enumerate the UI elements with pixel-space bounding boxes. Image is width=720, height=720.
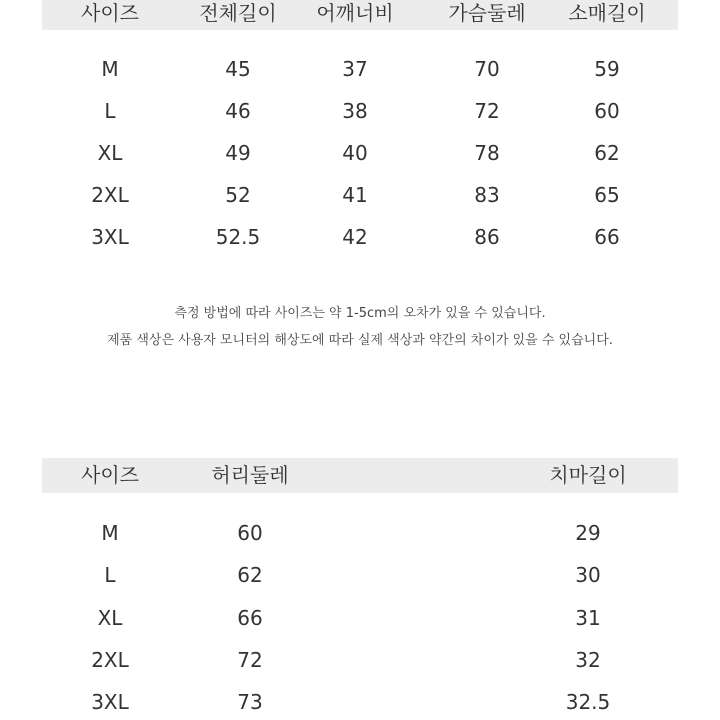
table-cell: 45 xyxy=(225,57,251,81)
top-size-table xyxy=(42,0,678,260)
table-cell: 62 xyxy=(237,563,263,587)
table-cell: 59 xyxy=(594,57,620,81)
top-table-header xyxy=(42,0,678,30)
table-cell: 37 xyxy=(342,57,368,81)
table-cell: 83 xyxy=(474,183,500,207)
table-cell: XL xyxy=(97,141,123,165)
table-cell: 66 xyxy=(594,225,620,249)
bottom-size-table xyxy=(42,458,678,720)
table-cell: XL xyxy=(97,606,123,630)
table-cell: 52 xyxy=(225,183,251,207)
header-waist: 허리둘레 xyxy=(211,463,289,487)
table-cell: 2XL xyxy=(91,183,129,207)
table-cell: 60 xyxy=(594,99,620,123)
table-cell: 60 xyxy=(237,521,263,545)
table-cell: M xyxy=(101,57,119,81)
table-cell: 30 xyxy=(575,563,601,587)
header-size: 사이즈 xyxy=(81,1,139,25)
table-cell: 86 xyxy=(474,225,500,249)
table-cell: 70 xyxy=(474,57,500,81)
table-cell: 52.5 xyxy=(215,225,261,249)
header-size: 사이즈 xyxy=(81,463,139,487)
header-shoulder-width: 어깨너비 xyxy=(316,1,394,25)
table-cell: 72 xyxy=(474,99,500,123)
header-total-length: 전체길이 xyxy=(199,1,277,25)
table-cell: 46 xyxy=(225,99,251,123)
table-cell: 31 xyxy=(575,606,601,630)
table-cell: 32 xyxy=(575,648,601,672)
color-note: 제품 색상은 사용자 모니터의 해상도에 따라 실제 색상과 약간의 차이가 있을 수 있습니다. xyxy=(107,333,613,348)
table-cell: 62 xyxy=(594,141,620,165)
header-chest: 가슴둘레 xyxy=(448,1,526,25)
table-cell: 66 xyxy=(237,606,263,630)
table-cell: 65 xyxy=(594,183,620,207)
table-cell: 78 xyxy=(474,141,500,165)
table-cell: 40 xyxy=(342,141,368,165)
table-cell: 3XL xyxy=(91,225,129,249)
table-cell: M xyxy=(101,521,119,545)
table-cell: 32.5 xyxy=(565,690,611,714)
table-cell: 72 xyxy=(237,648,263,672)
measurement-note: 측정 방법에 따라 사이즈는 약 1-5cm의 오차가 있을 수 있습니다. xyxy=(174,306,546,321)
table-cell: L xyxy=(104,563,116,587)
header-skirt-length: 치마길이 xyxy=(549,463,627,487)
bottom-table-header xyxy=(42,458,678,493)
table-cell: 29 xyxy=(575,521,601,545)
table-cell: 42 xyxy=(342,225,368,249)
table-cell: 73 xyxy=(237,690,263,714)
header-sleeve-length: 소매길이 xyxy=(568,1,646,25)
table-cell: 41 xyxy=(342,183,368,207)
table-cell: 2XL xyxy=(91,648,129,672)
table-cell: 49 xyxy=(225,141,251,165)
table-cell: L xyxy=(104,99,116,123)
table-cell: 3XL xyxy=(91,690,129,714)
table-cell: 38 xyxy=(342,99,368,123)
